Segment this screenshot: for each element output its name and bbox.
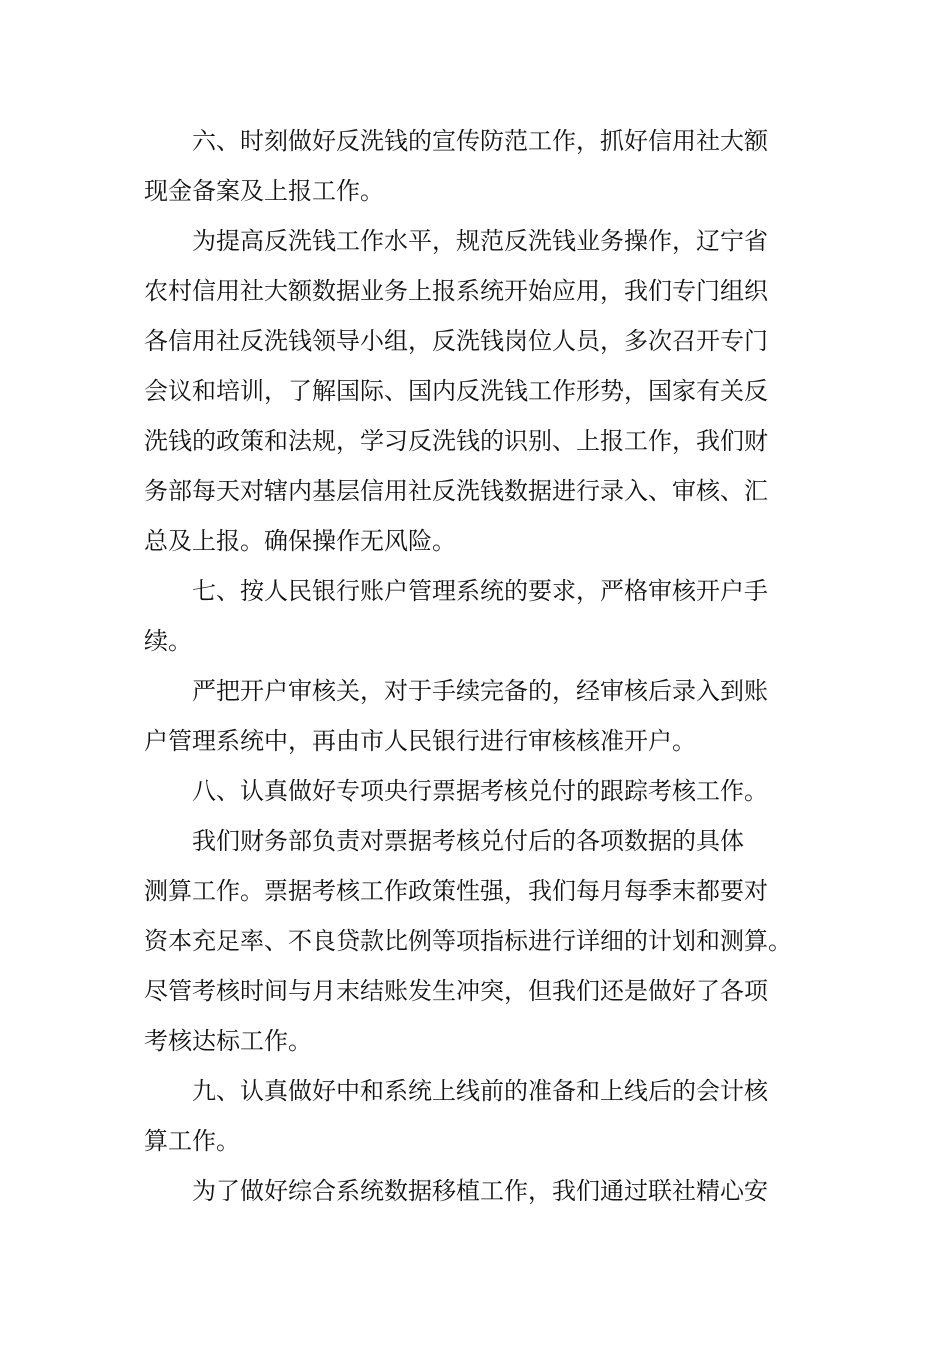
- text-line: 为了做好综合系统数据移植工作，我们通过联社精心安: [192, 1177, 768, 1205]
- text-line: 为提高反洗钱工作水平，规范反洗钱业务操作，辽宁省: [192, 227, 768, 255]
- text-line: 测算工作。票据考核工作政策性强，我们每月每季末都要对: [144, 877, 768, 905]
- text-line: 八、认真做好专项央行票据考核兑付的跟踪考核工作。: [192, 777, 768, 805]
- text-line: 我们财务部负责对票据考核兑付后的各项数据的具体: [192, 827, 744, 855]
- text-line: 考核达标工作。: [144, 1027, 312, 1055]
- text-line: 尽管考核时间与月末结账发生冲突，但我们还是做好了各项: [144, 977, 768, 1005]
- text-line: 总及上报。确保操作无风险。: [144, 527, 456, 555]
- text-line: 农村信用社大额数据业务上报系统开始应用，我们专门组织: [144, 277, 768, 305]
- text-line: 六、时刻做好反洗钱的宣传防范工作，抓好信用社大额: [192, 127, 768, 155]
- text-line: 户管理系统中，再由市人民银行进行审核核准开户。: [144, 727, 696, 755]
- text-line: 九、认真做好中和系统上线前的准备和上线后的会计核: [192, 1077, 768, 1105]
- text-line: 续。: [144, 627, 192, 655]
- text-line: 资本充足率、不良贷款比例等项指标进行详细的计划和测算。: [144, 927, 792, 955]
- text-line: 现金备案及上报工作。: [144, 177, 384, 205]
- text-line: 会议和培训，了解国际、国内反洗钱工作形势，国家有关反: [144, 377, 768, 405]
- text-line: 各信用社反洗钱领导小组，反洗钱岗位人员，多次召开专门: [144, 327, 768, 355]
- text-line: 算工作。: [144, 1127, 240, 1155]
- text-line: 洗钱的政策和法规，学习反洗钱的识别、上报工作，我们财: [144, 427, 768, 455]
- text-line: 七、按人民银行账户管理系统的要求，严格审核开户手: [192, 577, 768, 605]
- text-line: 务部每天对辖内基层信用社反洗钱数据进行录入、审核、汇: [144, 477, 768, 505]
- text-line: 严把开户审核关，对于手续完备的，经审核后录入到账: [192, 677, 768, 705]
